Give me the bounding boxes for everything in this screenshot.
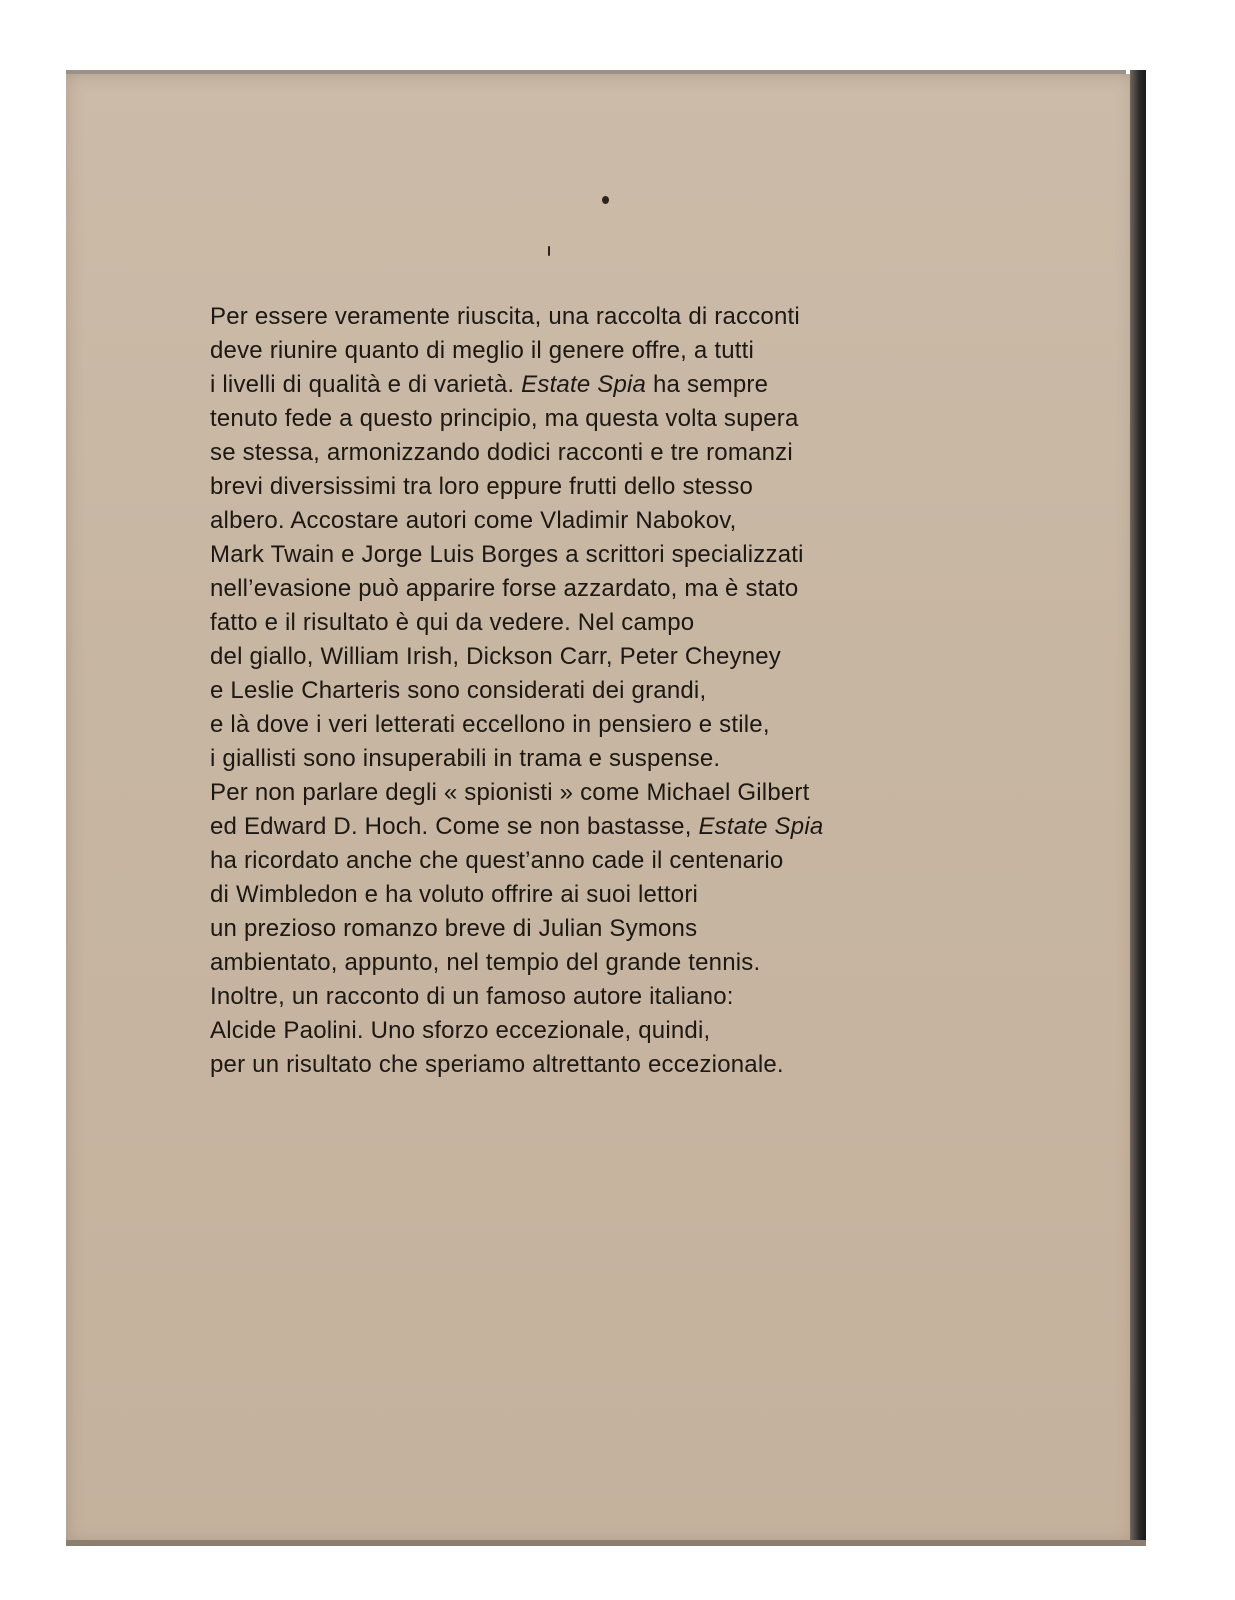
text-segment: ed Edward D. Hoch. Come se non bastasse,	[210, 813, 699, 840]
text-line	[210, 606, 823, 640]
text-segment: Per non parlare degli « spionisti » come Michael Gilbert	[210, 779, 810, 806]
text-segment: ha sempre	[646, 371, 769, 398]
text-line	[210, 810, 823, 844]
book-spine-edge	[1130, 70, 1146, 1546]
text-line	[210, 640, 823, 674]
text-line	[210, 776, 823, 810]
text-segment: Mark Twain e Jorge Luis Borges a scrittori specializzati	[210, 541, 804, 568]
text-segment: e Leslie Charteris sono considerati dei grandi,	[210, 677, 707, 704]
ink-mark	[548, 246, 550, 256]
text-line	[210, 844, 823, 878]
text-segment: e là dove i veri letterati eccellono in pensiero e stile,	[210, 711, 770, 738]
text-line	[210, 538, 823, 572]
text-line	[210, 572, 823, 606]
text-line	[210, 1014, 823, 1048]
text-line	[210, 334, 823, 368]
text-segment: albero. Accostare autori come Vladimir Nabokov,	[210, 507, 737, 534]
text-line	[210, 742, 823, 776]
text-segment: fatto e il risultato è qui da vedere. Nel campo	[210, 609, 695, 636]
text-segment: un prezioso romanzo breve di Julian Symons	[210, 915, 698, 942]
text-segment: i livelli di qualità e di varietà.	[210, 371, 522, 398]
magazine-title-italic: Estate Spia	[698, 813, 824, 840]
text-line	[210, 1048, 823, 1082]
magazine-title-italic: Estate Spia	[521, 371, 647, 398]
text-line	[210, 878, 823, 912]
text-line	[210, 470, 823, 504]
text-segment: ambientato, appunto, nel tempio del grande tennis.	[210, 949, 761, 976]
text-line	[210, 674, 823, 708]
text-segment: tenuto fede a questo principio, ma questa volta supera	[210, 405, 799, 432]
text-segment: i giallisti sono insuperabili in trama e suspense.	[210, 745, 721, 772]
text-segment: per un risultato che speriamo altrettanto eccezionale.	[210, 1051, 784, 1078]
text-segment: ha ricordato anche che quest’anno cade il centenario	[210, 847, 784, 874]
text-line	[210, 436, 823, 470]
blurb-text	[210, 300, 823, 1082]
text-segment: Per essere veramente riuscita, una raccolta di racconti	[210, 303, 800, 330]
text-segment: nell’evasione può apparire forse azzardato, ma è stato	[210, 575, 799, 602]
text-line	[210, 980, 823, 1014]
text-line	[210, 300, 823, 334]
text-line	[210, 368, 823, 402]
text-line	[210, 912, 823, 946]
text-segment: deve riunire quanto di meglio il genere offre, a tutti	[210, 337, 755, 364]
book-bottom-edge	[66, 1540, 1146, 1546]
text-line	[210, 708, 823, 742]
text-segment: brevi diversissimi tra loro eppure frutti dello stesso	[210, 473, 754, 500]
text-line	[210, 402, 823, 436]
text-segment: se stessa, armonizzando dodici racconti e tre romanzi	[210, 439, 793, 466]
text-segment: Alcide Paolini. Uno sforzo eccezionale, quindi,	[210, 1017, 711, 1044]
ink-speck	[602, 196, 609, 204]
text-line	[210, 946, 823, 980]
text-line	[210, 504, 823, 538]
text-segment: di Wimbledon e ha voluto offrire ai suoi lettori	[210, 881, 699, 908]
text-segment: Inoltre, un racconto di un famoso autore italiano:	[210, 983, 734, 1010]
text-segment: del giallo, William Irish, Dickson Carr, Peter Cheyney	[210, 643, 781, 670]
